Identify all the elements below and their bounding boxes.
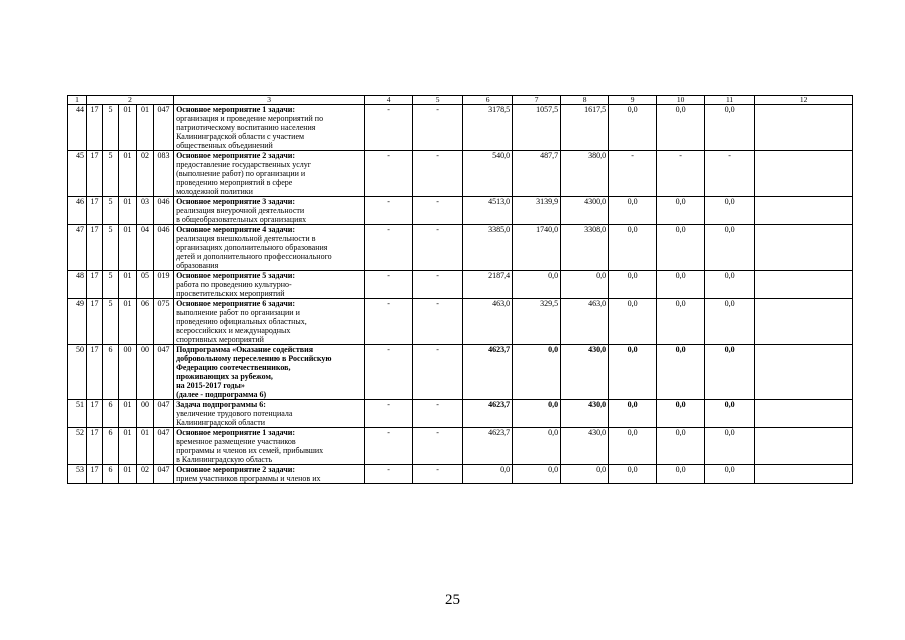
value-cell: 380,0	[561, 151, 609, 197]
value-cell	[755, 299, 853, 345]
description-title: Основное мероприятие 6 задачи:	[176, 299, 295, 308]
description-cell	[174, 225, 365, 271]
code-cell: 6	[103, 428, 119, 465]
value-cell: 0,0	[705, 345, 755, 400]
description-line: всероссийских и международных	[176, 326, 291, 335]
value-cell	[755, 400, 853, 428]
value-cell: 0,0	[657, 345, 705, 400]
description-line: организация и проведение мероприятий по	[176, 114, 324, 123]
description-title: Основное мероприятие 2 задачи:	[176, 465, 295, 474]
description-cell	[174, 151, 365, 197]
value-cell: 463,0	[463, 299, 513, 345]
row-number: 47	[68, 225, 87, 271]
value-cell: 3385,0	[463, 225, 513, 271]
table-row	[68, 465, 853, 484]
description-line: спортивных мероприятий	[176, 335, 264, 344]
code-cell: 047	[154, 465, 174, 484]
table-row	[68, 271, 853, 299]
value-cell: -	[365, 299, 413, 345]
value-cell: 2187,4	[463, 271, 513, 299]
code-cell: 02	[137, 151, 154, 197]
value-cell: -	[365, 151, 413, 197]
code-cell: 075	[154, 299, 174, 345]
value-cell: 0,0	[609, 299, 657, 345]
description-line: патриотическому воспитанию населения	[176, 123, 316, 132]
value-cell: 0,0	[513, 465, 561, 484]
value-cell: 1740,0	[513, 225, 561, 271]
code-cell: 5	[103, 151, 119, 197]
value-cell: 0,0	[657, 105, 705, 151]
description-title: Основное мероприятие 4 задачи:	[176, 225, 295, 234]
code-cell: 17	[87, 345, 103, 400]
value-cell: 1057,5	[513, 105, 561, 151]
description-line: организациях дополнительного образования	[176, 243, 328, 252]
description-line: реализация внеурочной деятельности	[176, 206, 305, 215]
code-cell: 05	[137, 271, 154, 299]
description-line: на 2015-2017 годы»	[176, 381, 245, 390]
value-cell: 0,0	[657, 400, 705, 428]
code-cell: 01	[119, 151, 137, 197]
header-cell: 5	[413, 96, 463, 105]
description-cell	[174, 105, 365, 151]
value-cell: 0,0	[609, 105, 657, 151]
table-row	[68, 151, 853, 197]
value-cell: -	[413, 271, 463, 299]
value-cell: 0,0	[705, 465, 755, 484]
value-cell: -	[365, 428, 413, 465]
value-cell: 0,0	[513, 271, 561, 299]
code-cell: 047	[154, 400, 174, 428]
value-cell: -	[705, 151, 755, 197]
description-title: Основное мероприятие 1 задачи:	[176, 105, 295, 114]
header-cell: 9	[609, 96, 657, 105]
code-cell: 02	[137, 465, 154, 484]
description-cell	[174, 197, 365, 225]
description-line: работа по проведению культурно-	[176, 280, 292, 289]
header-cell: 7	[513, 96, 561, 105]
value-cell: -	[413, 345, 463, 400]
description-cell	[174, 299, 365, 345]
value-cell: 4623,7	[463, 400, 513, 428]
value-cell: 0,0	[657, 428, 705, 465]
row-number: 50	[68, 345, 87, 400]
value-cell: 3308,0	[561, 225, 609, 271]
header-row	[68, 96, 853, 105]
description-line: в Калининградскую область	[176, 455, 273, 464]
value-cell	[755, 428, 853, 465]
value-cell: 0,0	[609, 400, 657, 428]
value-cell: -	[365, 197, 413, 225]
code-cell: 5	[103, 197, 119, 225]
value-cell: 0,0	[705, 225, 755, 271]
code-cell: 17	[87, 400, 103, 428]
table-row	[68, 345, 853, 400]
header-cell: 8	[561, 96, 609, 105]
value-cell: -	[365, 225, 413, 271]
value-cell: 0,0	[513, 400, 561, 428]
code-cell: 17	[87, 151, 103, 197]
code-cell: 01	[119, 428, 137, 465]
table-row	[68, 428, 853, 465]
row-number: 44	[68, 105, 87, 151]
header-cell: 10	[657, 96, 705, 105]
table-row	[68, 299, 853, 345]
description-line: просветительских мероприятий	[176, 289, 285, 298]
table-row	[68, 225, 853, 271]
code-cell: 6	[103, 400, 119, 428]
value-cell	[755, 151, 853, 197]
row-number: 52	[68, 428, 87, 465]
value-cell: 487,7	[513, 151, 561, 197]
description-line: Калининградской области	[176, 418, 265, 427]
value-cell: -	[413, 299, 463, 345]
description-line: молодежной политики	[176, 187, 253, 196]
value-cell: 4623,7	[463, 345, 513, 400]
description-title: Основное мероприятие 5 задачи:	[176, 271, 295, 280]
description-line: выполнение работ по организации и	[176, 308, 300, 317]
row-number: 46	[68, 197, 87, 225]
value-cell: 0,0	[705, 428, 755, 465]
header-cell: 6	[463, 96, 513, 105]
code-cell: 17	[87, 299, 103, 345]
code-cell: 5	[103, 299, 119, 345]
header-cell: 12	[755, 96, 853, 105]
description-title: Основное мероприятие 3 задачи:	[176, 197, 295, 206]
value-cell: -	[413, 465, 463, 484]
value-cell: -	[365, 105, 413, 151]
code-cell: 5	[103, 271, 119, 299]
code-cell: 046	[154, 225, 174, 271]
description-line: увеличение трудового потенциала	[176, 409, 293, 418]
code-cell: 6	[103, 465, 119, 484]
header-cell: 3	[174, 96, 365, 105]
description-line: проведению мероприятий в сфере	[176, 178, 293, 187]
value-cell: 0,0	[705, 271, 755, 299]
description-line: образования	[176, 261, 219, 270]
header-cell: 11	[705, 96, 755, 105]
code-cell: 01	[137, 105, 154, 151]
code-cell: 03	[137, 197, 154, 225]
value-cell: -	[413, 151, 463, 197]
value-cell	[755, 345, 853, 400]
code-cell: 083	[154, 151, 174, 197]
row-number: 45	[68, 151, 87, 197]
code-cell: 00	[137, 400, 154, 428]
description-line: (далее - подпрограмма 6)	[176, 390, 267, 399]
value-cell: -	[365, 465, 413, 484]
description-title: Основное мероприятие 1 задачи:	[176, 428, 295, 437]
description-line: временное размещение участников	[176, 437, 296, 446]
code-cell: 047	[154, 345, 174, 400]
program-table	[67, 95, 853, 484]
description-title: Подпрограмма «Оказание содействия	[176, 345, 314, 354]
code-cell: 01	[119, 299, 137, 345]
description-line: общественных объединений	[176, 141, 273, 150]
value-cell: 0,0	[463, 465, 513, 484]
code-cell: 01	[119, 400, 137, 428]
code-cell: 17	[87, 105, 103, 151]
row-number: 49	[68, 299, 87, 345]
value-cell: 0,0	[705, 400, 755, 428]
table-row	[68, 400, 853, 428]
code-cell: 17	[87, 428, 103, 465]
value-cell: 0,0	[561, 271, 609, 299]
code-cell: 019	[154, 271, 174, 299]
value-cell: 0,0	[657, 225, 705, 271]
value-cell: -	[365, 400, 413, 428]
value-cell: 0,0	[705, 299, 755, 345]
code-cell: 00	[137, 345, 154, 400]
value-cell: 463,0	[561, 299, 609, 345]
description-cell	[174, 428, 365, 465]
value-cell: 430,0	[561, 428, 609, 465]
value-cell: -	[413, 225, 463, 271]
value-cell: 0,0	[609, 225, 657, 271]
value-cell: 0,0	[609, 428, 657, 465]
description-line: Федерацию соотечественников,	[176, 363, 291, 372]
description-line: программы и членов их семей, прибывших	[176, 446, 324, 455]
code-cell: 01	[137, 428, 154, 465]
code-cell: 00	[119, 345, 137, 400]
description-title: Задача подпрограммы 6:	[176, 400, 266, 409]
value-cell: 1617,5	[561, 105, 609, 151]
value-cell	[755, 271, 853, 299]
value-cell	[755, 225, 853, 271]
code-cell: 06	[137, 299, 154, 345]
value-cell: -	[609, 151, 657, 197]
page-number: 25	[445, 592, 460, 608]
value-cell: 430,0	[561, 400, 609, 428]
value-cell: 0,0	[513, 345, 561, 400]
value-cell: -	[365, 345, 413, 400]
code-cell: 01	[119, 271, 137, 299]
code-cell: 17	[87, 465, 103, 484]
description-cell	[174, 400, 365, 428]
value-cell: 3139,9	[513, 197, 561, 225]
description-line: (выполнение работ) по организации и	[176, 169, 306, 178]
code-cell: 01	[119, 465, 137, 484]
code-cell: 04	[137, 225, 154, 271]
value-cell: -	[413, 105, 463, 151]
code-cell: 01	[119, 197, 137, 225]
header-cell: 4	[365, 96, 413, 105]
description-cell	[174, 271, 365, 299]
value-cell: 329,5	[513, 299, 561, 345]
value-cell: -	[413, 400, 463, 428]
value-cell: 0,0	[705, 197, 755, 225]
value-cell: 0,0	[657, 197, 705, 225]
table-row	[68, 105, 853, 151]
header-cell: 2	[87, 96, 174, 105]
code-cell: 047	[154, 105, 174, 151]
value-cell: -	[365, 271, 413, 299]
value-cell: 4300,0	[561, 197, 609, 225]
code-cell: 046	[154, 197, 174, 225]
value-cell: 0,0	[609, 271, 657, 299]
value-cell	[755, 105, 853, 151]
code-cell: 17	[87, 225, 103, 271]
value-cell: 0,0	[657, 271, 705, 299]
description-line: добровольному переселению в Российскую	[176, 354, 332, 363]
code-cell: 5	[103, 225, 119, 271]
code-cell: 17	[87, 271, 103, 299]
value-cell	[755, 465, 853, 484]
description-line: проведению официальных областных,	[176, 317, 307, 326]
table-row	[68, 197, 853, 225]
description-line: детей и дополнительного профессионального	[176, 252, 332, 261]
value-cell: -	[413, 428, 463, 465]
code-cell: 17	[87, 197, 103, 225]
value-cell: 0,0	[561, 465, 609, 484]
value-cell: 430,0	[561, 345, 609, 400]
description-line: предоставление государственных услуг	[176, 160, 312, 169]
row-number: 48	[68, 271, 87, 299]
description-line: Калининградской области с участием	[176, 132, 305, 141]
value-cell: 0,0	[705, 105, 755, 151]
code-cell: 01	[119, 225, 137, 271]
row-number: 53	[68, 465, 87, 484]
code-cell: 5	[103, 105, 119, 151]
value-cell: 4513,0	[463, 197, 513, 225]
value-cell: 0,0	[513, 428, 561, 465]
code-cell: 047	[154, 428, 174, 465]
value-cell: -	[657, 151, 705, 197]
value-cell: 540,0	[463, 151, 513, 197]
description-cell	[174, 465, 365, 484]
value-cell: 4623,7	[463, 428, 513, 465]
row-number: 51	[68, 400, 87, 428]
value-cell: -	[413, 197, 463, 225]
header-cell: 1	[68, 96, 87, 105]
description-line: проживающих за рубежом,	[176, 372, 273, 381]
description-title: Основное мероприятие 2 задачи:	[176, 151, 295, 160]
description-cell	[174, 345, 365, 400]
value-cell	[755, 197, 853, 225]
value-cell: 0,0	[657, 465, 705, 484]
description-line: в общеобразовательных организациях	[176, 215, 307, 224]
value-cell: 0,0	[609, 345, 657, 400]
description-line: реализация внешкольной деятельности в	[176, 234, 316, 243]
value-cell: 0,0	[657, 299, 705, 345]
value-cell: 0,0	[609, 465, 657, 484]
description-line: прием участников программы и членов их	[176, 474, 321, 483]
value-cell: 3178,5	[463, 105, 513, 151]
code-cell: 6	[103, 345, 119, 400]
code-cell: 01	[119, 105, 137, 151]
value-cell: 0,0	[609, 197, 657, 225]
